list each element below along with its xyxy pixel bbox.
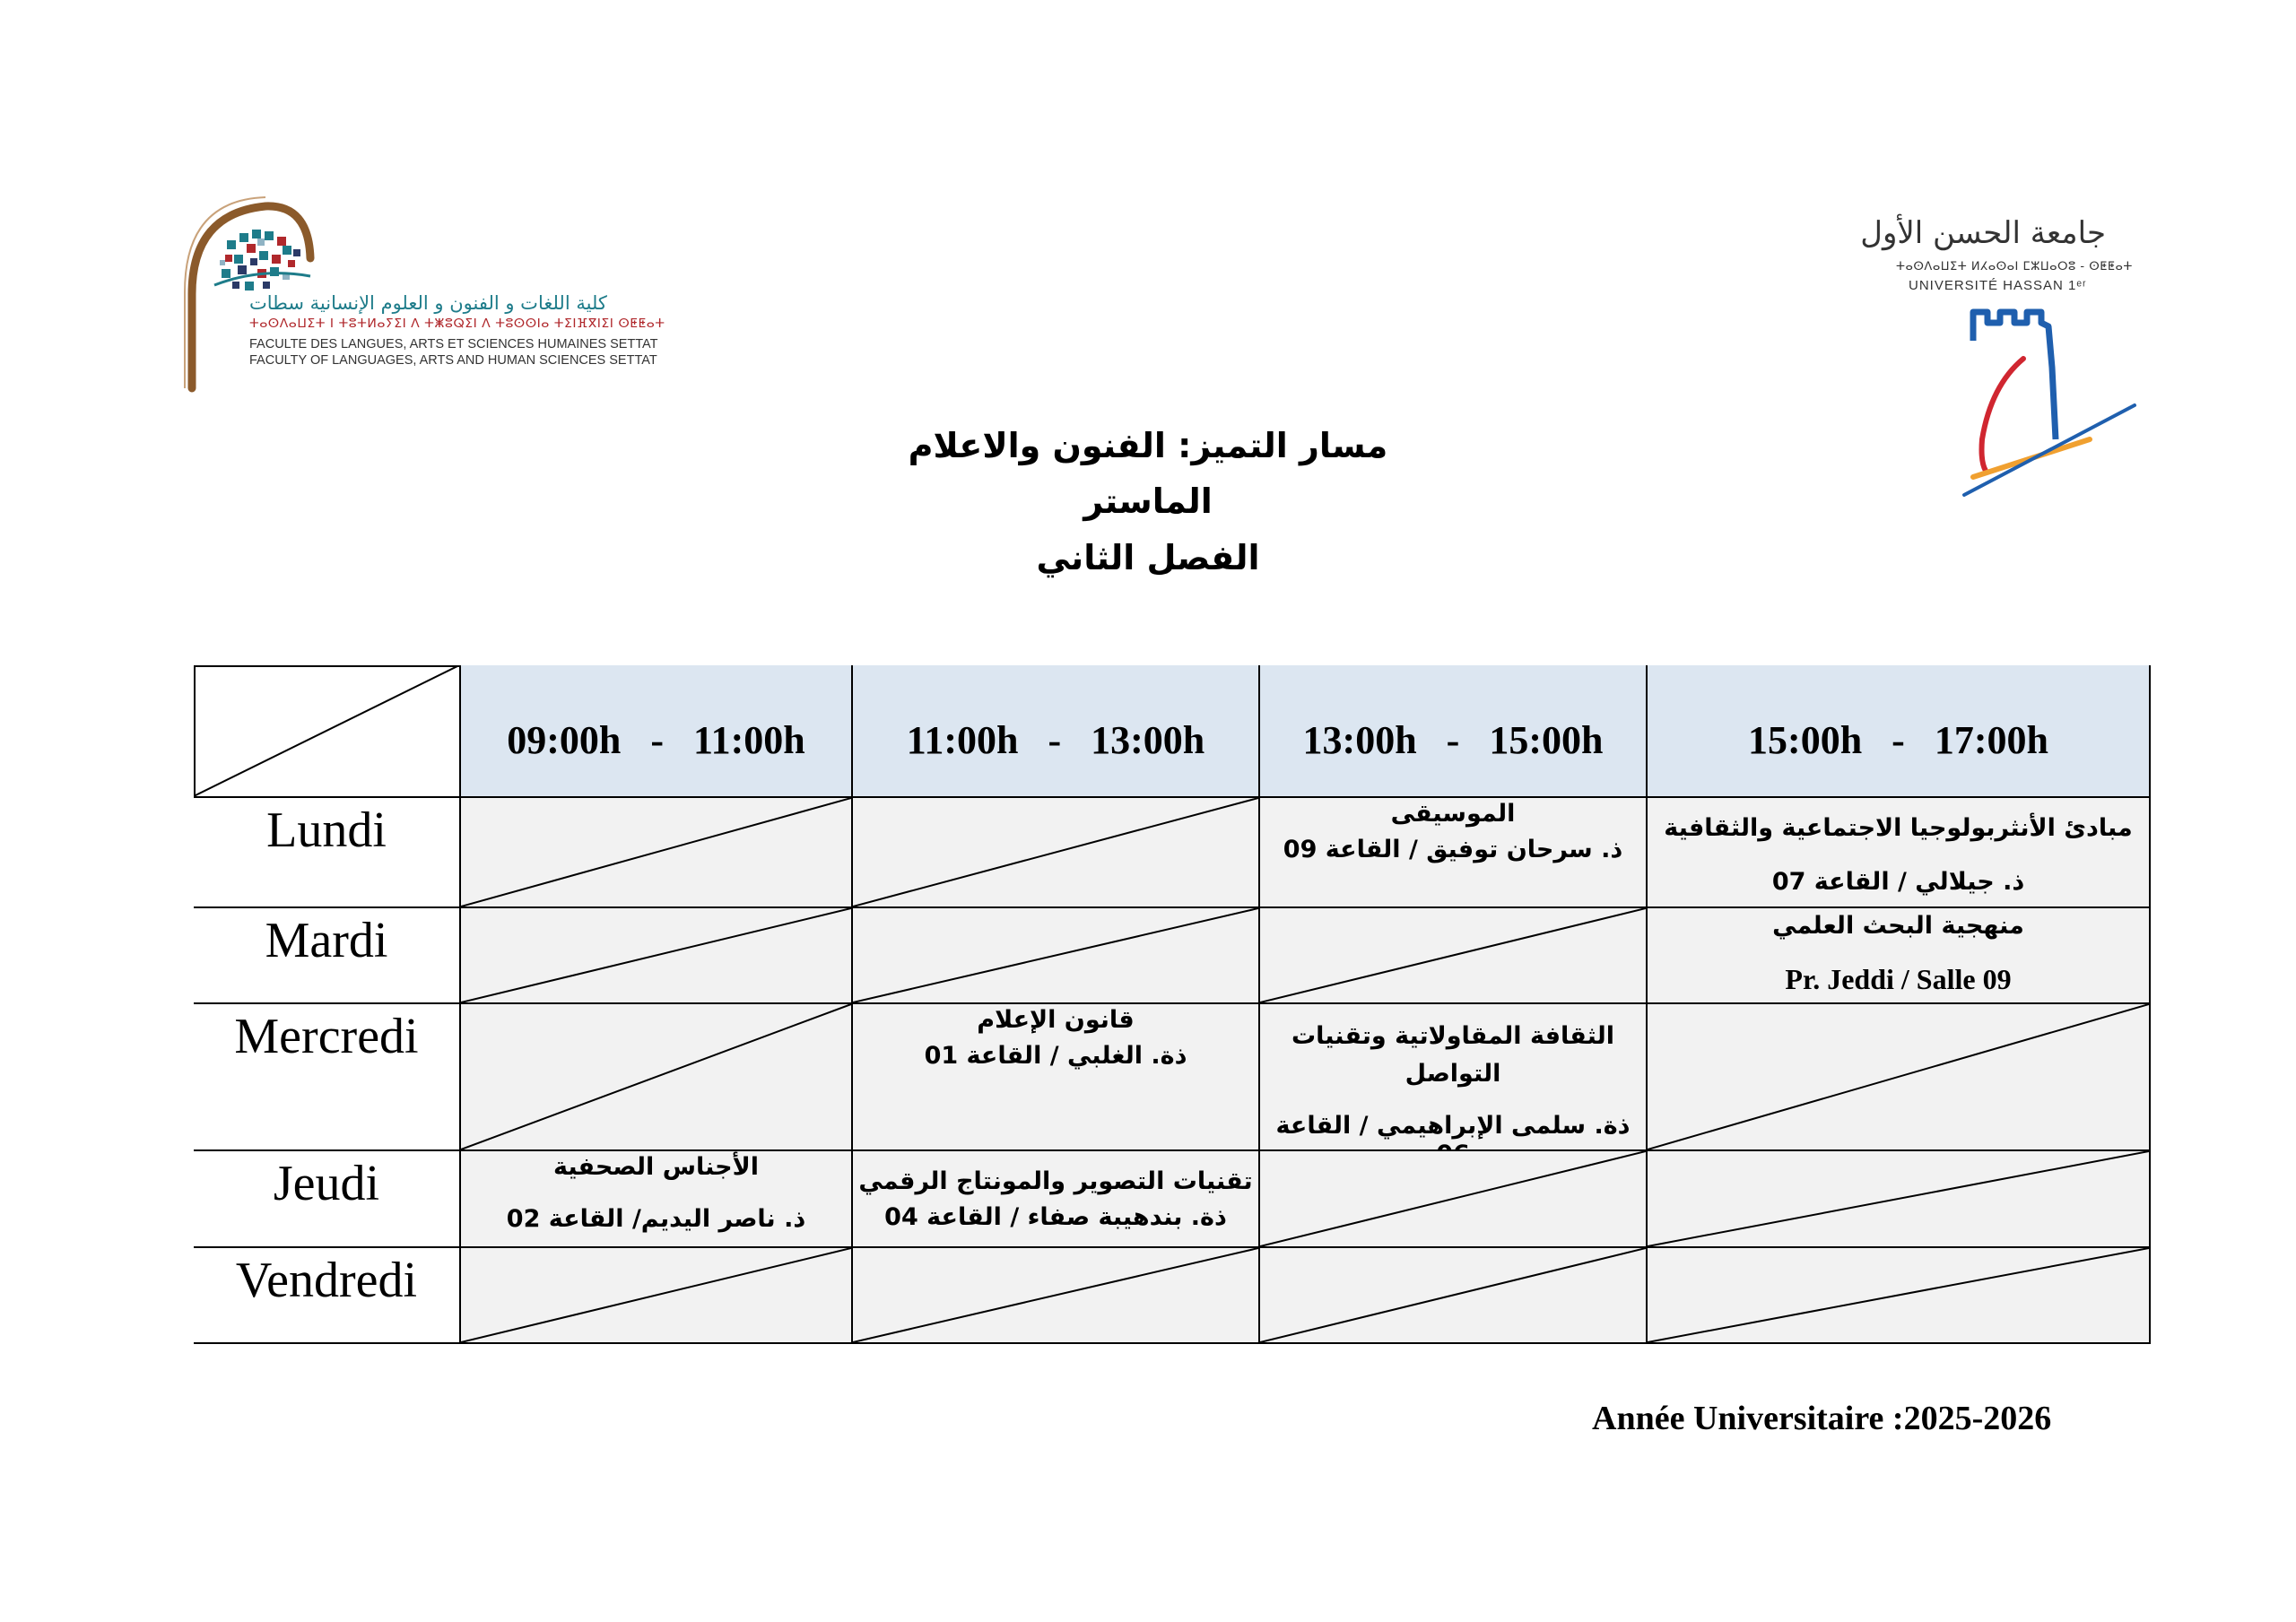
empty-slot (1260, 908, 1648, 1004)
timeslot-header-1300 (1260, 665, 1648, 798)
university-name-french: UNIVERSITÉ HASSAN 1ᵉʳ (1909, 278, 2087, 293)
course-slot (1260, 1004, 1648, 1151)
day-label: Vendredi (235, 1253, 418, 1308)
day-mercredi (194, 1004, 461, 1151)
faculty-name-french: FACULTE DES LANGUES, ARTS ET SCIENCES HUMAINES SETTAT (249, 337, 658, 351)
day-vendredi (194, 1248, 461, 1344)
empty-slot (1648, 1004, 2151, 1151)
empty-slot (461, 1004, 853, 1151)
day-mardi (194, 908, 461, 1004)
timeslot-header-0900 (461, 665, 853, 798)
faculty-name-tifinagh: ⵜⴰⵙⴷⴰⵡⵉⵜ ⵏ ⵜⵓⵜⵍⴰⵢⵉⵏ ⴷ ⵜⵥⵓⵕⵉⵏ ⴷ ⵜⵓⵙⵙⵏⴰ ⵜⵉⵏⴼⴳⵏⵉⵏ ⵙⵟⵟⴰⵜ (249, 317, 665, 331)
faculty-name-english: FACULTY OF LANGUAGES, ARTS AND HUMAN SCIENCES SETTAT (249, 353, 657, 368)
semester-title: الفصل الثاني (1036, 538, 1260, 577)
timeslot-label: 11:00h - 13:00h (906, 717, 1205, 762)
empty-slot (461, 1248, 853, 1344)
timetable (194, 665, 2151, 1344)
course-title: قانون الإعلام (977, 1006, 1135, 1034)
faculty-name-arabic: كلية اللغات و الفنون و العلوم الإنسانية سطات (249, 292, 607, 314)
timeslot-header-1500 (1648, 665, 2151, 798)
day-jeudi (194, 1151, 461, 1248)
day-label: Mercredi (234, 1009, 419, 1064)
course-title: تقنيات التصوير والمونتاج الرقمي (858, 1167, 1253, 1195)
course-teacher-room: ذة. الغلبي / القاعة 01 (924, 1042, 1187, 1070)
program-title: مسار التميز: الفنون والاعلام (908, 426, 1388, 465)
course-slot (853, 1004, 1260, 1151)
timeslot-label: 09:00h - 11:00h (507, 717, 805, 762)
course-slot (1260, 798, 1648, 908)
course-teacher-room: ذة. سلمى الإبراهيمي / القاعة (1275, 1112, 1631, 1140)
empty-slot (853, 798, 1260, 908)
empty-slot (1260, 1248, 1648, 1344)
empty-slot (461, 908, 853, 1004)
empty-slot (1260, 1151, 1648, 1248)
timeslot-header-1100 (853, 665, 1260, 798)
empty-slot (1648, 1151, 2151, 1248)
course-slot (1648, 798, 2151, 908)
day-lundi (194, 798, 461, 908)
academic-year: Année Universitaire :2025-2026 (1592, 1400, 2052, 1437)
course-title: الثقافة المقاولاتية وتقنيات (1292, 1022, 1614, 1050)
course-teacher-room: ذ. جيلالي / القاعة 07 (1771, 868, 2025, 896)
empty-slot (461, 798, 853, 908)
course-teacher-room: ذ. سرحان توفيق / القاعة 09 (1283, 836, 1623, 863)
course-teacher-room: ذ. ناصر اليديم/ القاعة 02 (506, 1205, 806, 1233)
course-slot (461, 1151, 853, 1248)
course-title: مبادئ الأنثربولوجيا الاجتماعية والثقافية (1664, 814, 2133, 842)
course-slot (1648, 908, 2151, 1004)
course-title: الأجناس الصحفية (553, 1153, 759, 1181)
course-title: منهجية البحث العلمي (1772, 912, 2024, 940)
university-logo (1860, 215, 2152, 511)
empty-slot (853, 908, 1260, 1004)
course-teacher-room: Pr. Jeddi / Salle 09 (1785, 963, 2012, 995)
faculty-logo (176, 195, 665, 393)
university-name-tifinagh: ⵜⴰⵙⴷⴰⵡⵉⵜ ⵍⵃⴰⵙⴰⵏ ⵎⵣⵡⴰⵔⵓ - ⵙⵟⵟⴰⵜ (1896, 260, 2133, 273)
day-label: Jeudi (273, 1156, 380, 1211)
university-emblem-icon (1955, 305, 2152, 511)
timeslot-label: 13:00h - 15:00h (1302, 717, 1604, 762)
corner-cell (194, 665, 461, 798)
course-teacher-room: ذة. بندهيبة صفاء / القاعة 04 (884, 1203, 1227, 1231)
timeslot-label: 15:00h - 17:00h (1748, 717, 2048, 762)
course-slot (853, 1151, 1260, 1248)
university-name-arabic: جامعة الحسن الأول (1860, 215, 2106, 251)
day-label: Lundi (266, 802, 387, 858)
course-title-continued: التواصل (1405, 1060, 1501, 1088)
empty-slot (1648, 1248, 2151, 1344)
day-label: Mardi (265, 913, 388, 968)
degree-title: الماستر (1083, 481, 1213, 521)
empty-slot (853, 1248, 1260, 1344)
course-title: الموسيقى (1390, 800, 1516, 828)
